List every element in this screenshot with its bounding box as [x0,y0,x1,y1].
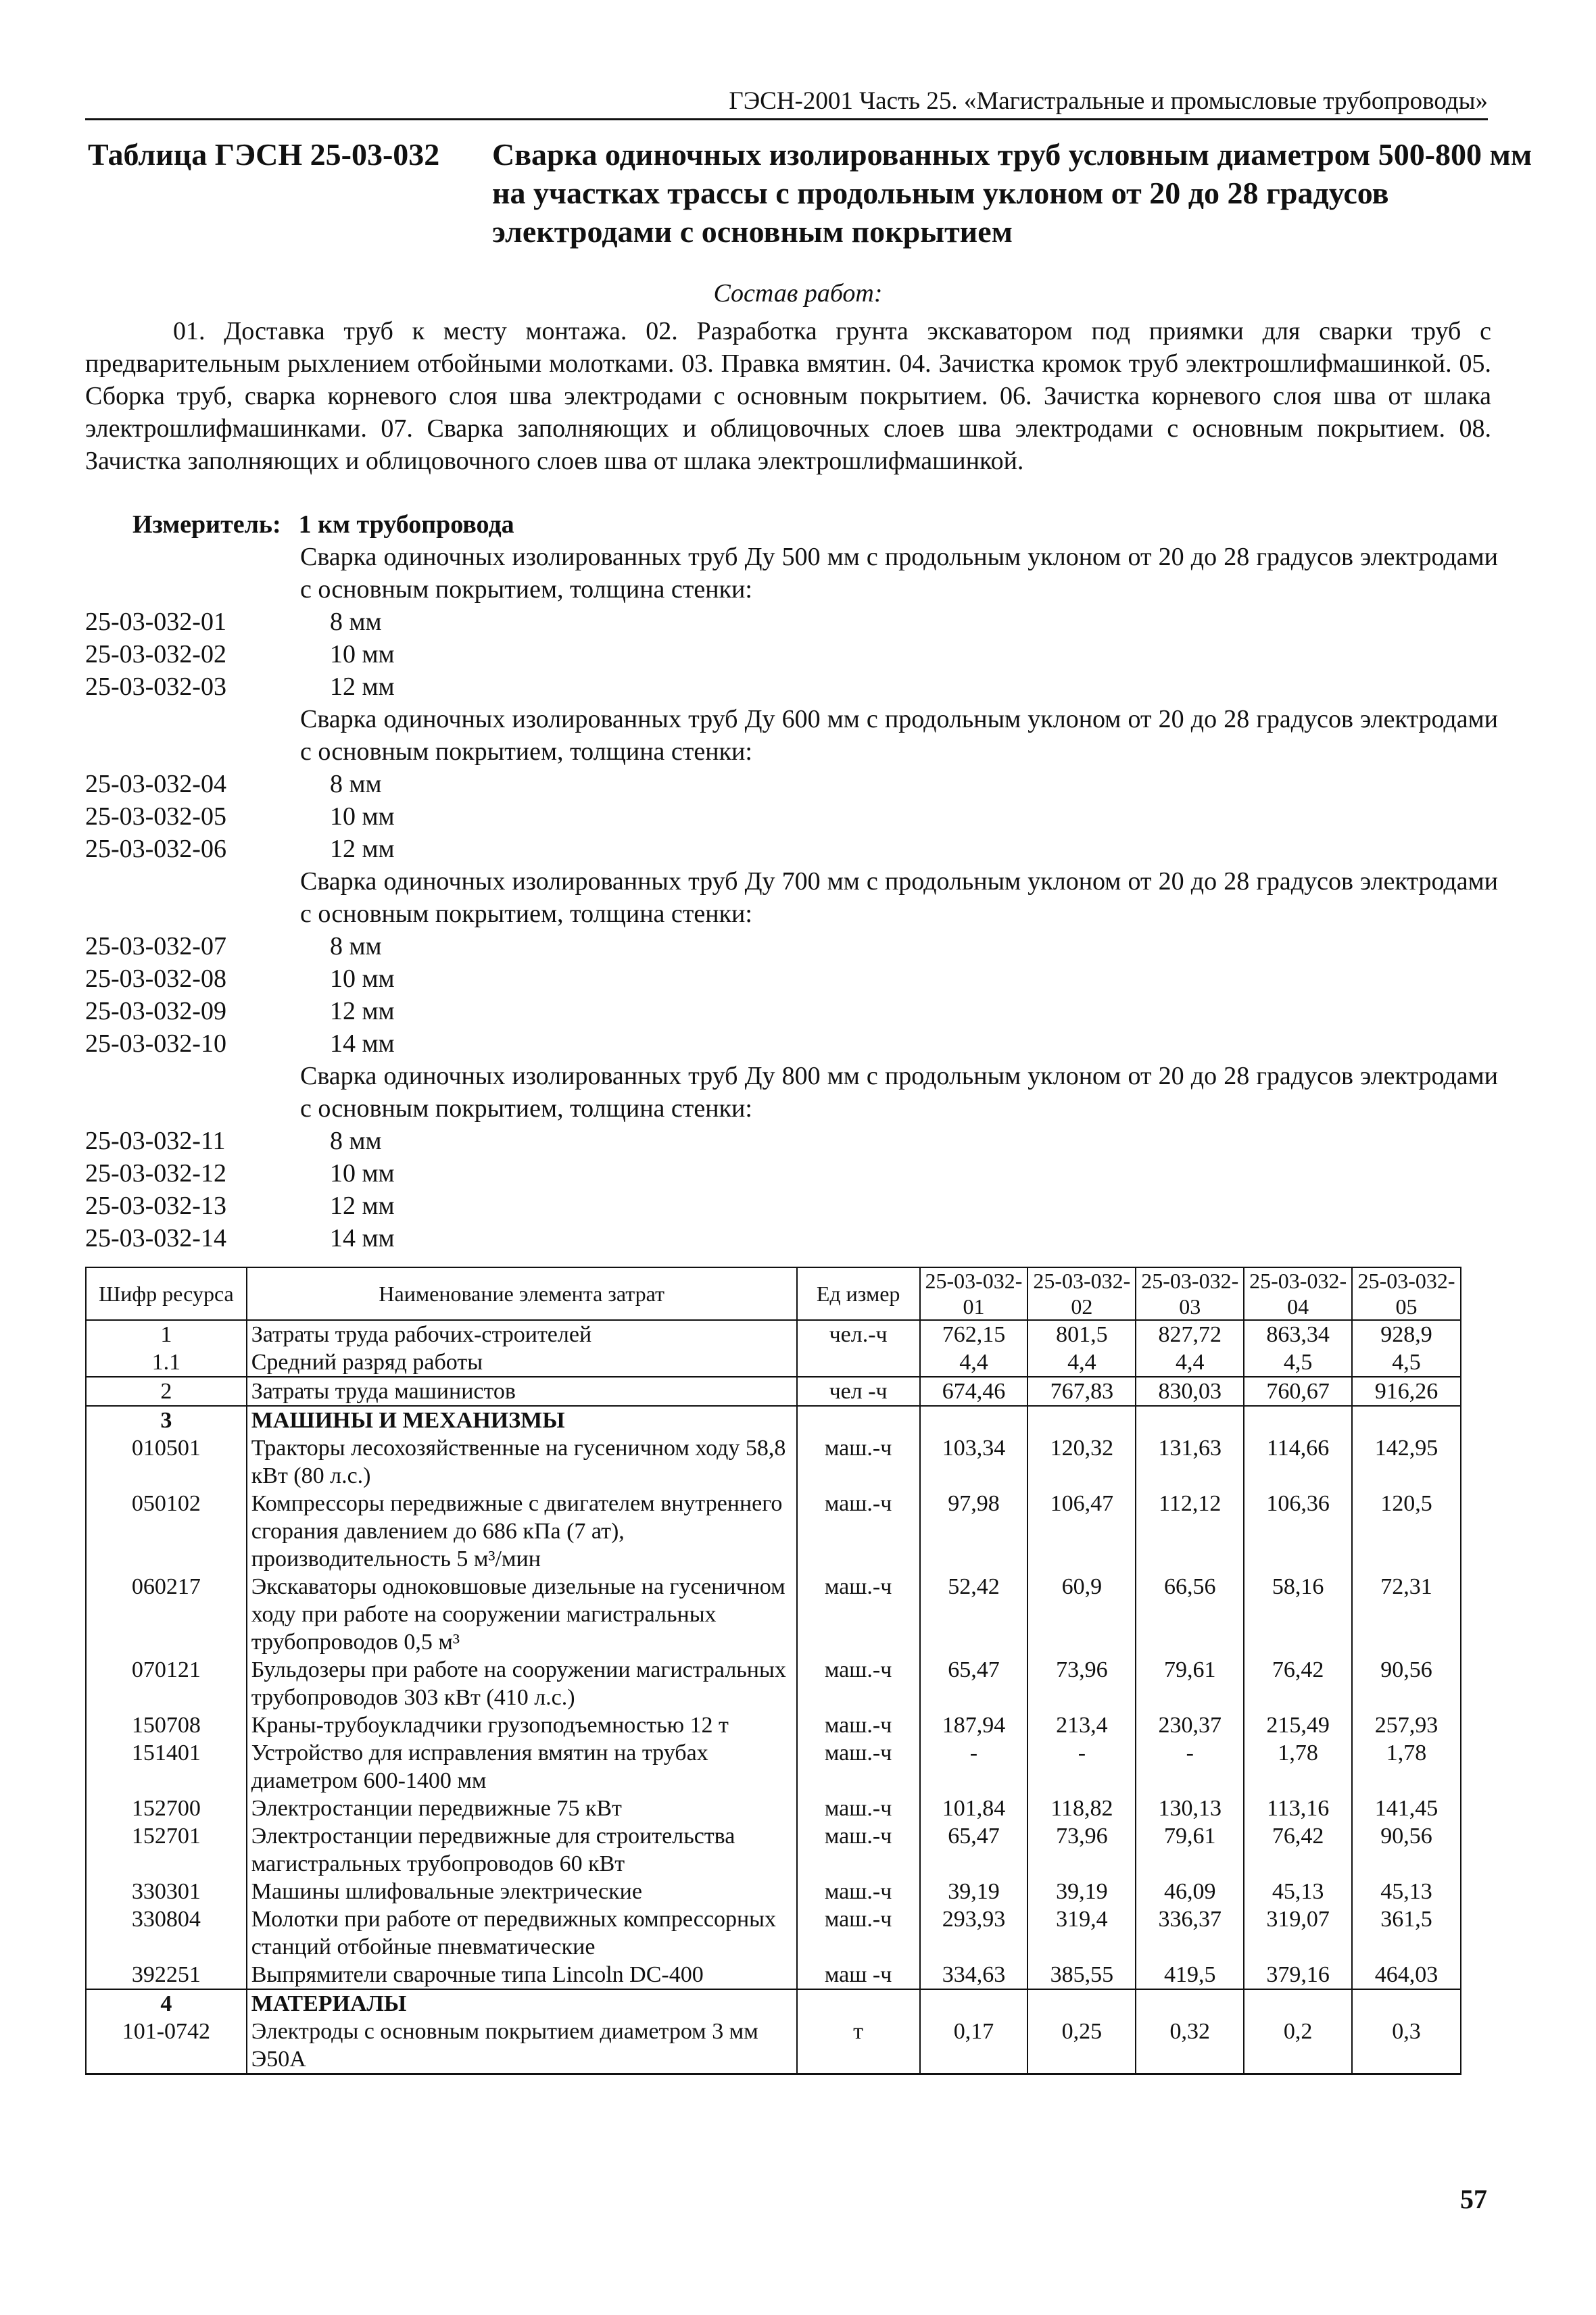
resource-value: 65,47 [920,1656,1028,1711]
wall-thickness: 12 мм [330,673,395,701]
resource-value: 230,37 [1136,1711,1244,1739]
table-row [86,1878,1461,1905]
resource-unit: маш.-ч [797,1739,920,1795]
norm-code: 25-03-032-01 [85,608,226,636]
resource-value: 187,94 [920,1711,1028,1739]
header-col-1: 25-03-032-01 [920,1267,1028,1320]
resource-value [1352,1406,1461,1434]
resource-value: 90,56 [1352,1822,1461,1878]
resource-value: 39,19 [1027,1878,1136,1905]
resource-unit: маш.-ч [797,1434,920,1490]
norm-row [85,606,1498,638]
table-row [86,1434,1461,1490]
norm-code: 25-03-032-11 [85,1127,226,1155]
wall-thickness: 8 мм [330,932,382,960]
resource-value: 130,13 [1136,1795,1244,1822]
resource-name: Выпрямители сварочные типа Lincoln DC-400 [247,1961,797,1989]
resource-value: 928,9 [1352,1320,1461,1348]
works-heading: Состав работ: [713,279,883,308]
resource-value: 45,13 [1352,1878,1461,1905]
resource-value: 1,78 [1352,1739,1461,1795]
resource-value: 4,4 [1136,1348,1244,1377]
resource-code: 151401 [86,1739,247,1795]
table-row [86,1739,1461,1795]
resource-value: 46,09 [1136,1878,1244,1905]
resource-value: 118,82 [1027,1795,1136,1822]
table-row [86,1961,1461,1989]
table-row [86,1348,1461,1377]
resource-name: Бульдозеры при работе на сооружении магистральных трубопроводов 303 кВт (410 л.с.) [247,1656,797,1711]
resource-value: 79,61 [1136,1656,1244,1711]
resource-table [85,1267,1461,2075]
resource-value: 39,19 [920,1878,1028,1905]
resource-value: 257,93 [1352,1711,1461,1739]
resource-code: 152700 [86,1795,247,1822]
page-number: 57 [1460,2184,1487,2214]
norm-row [85,671,1498,703]
table-body [86,1320,1461,2074]
norm-row [85,995,1498,1027]
resource-value: - [1027,1739,1136,1795]
table-row [86,1490,1461,1573]
resource-value: 66,56 [1136,1573,1244,1656]
resource-value [1027,1406,1136,1434]
header-col-2: 25-03-032-02 [1027,1267,1136,1320]
resource-name: Электроды с основным покрытием диаметром 3 мм Э50А [247,2018,797,2074]
resource-name: Тракторы лесохозяйственные на гусеничном ходу 58,8 кВт (80 л.с.) [247,1434,797,1490]
resource-value: 141,45 [1352,1795,1461,1822]
wall-thickness: 8 мм [330,1127,382,1155]
norm-code: 25-03-032-05 [85,802,226,831]
running-header: ГЭСН-2001 Часть 25. «Магистральные и промысловые трубопроводы» [85,87,1488,120]
resource-code: 4 [86,1989,247,2018]
norm-row [85,800,1498,833]
measure-line [132,510,514,539]
resource-value: 65,47 [920,1822,1028,1878]
resource-code: 152701 [86,1822,247,1878]
resource-name: Затраты труда рабочих-строителей [247,1320,797,1348]
resource-value: 464,03 [1352,1961,1461,1989]
wall-thickness: 12 мм [330,1192,395,1220]
resource-value: 319,07 [1244,1905,1352,1961]
resource-value: 106,36 [1244,1490,1352,1573]
resource-value [1136,1989,1244,2018]
resource-value: 4,5 [1352,1348,1461,1377]
table-section-row [86,1406,1461,1434]
wall-thickness: 10 мм [330,1159,395,1188]
resource-value: 760,67 [1244,1377,1352,1406]
resource-value: 72,31 [1352,1573,1461,1656]
resource-value: 103,34 [920,1434,1028,1490]
resource-value: 215,49 [1244,1711,1352,1739]
resource-value [920,1406,1028,1434]
resource-value: 4,5 [1244,1348,1352,1377]
resource-value: 113,16 [1244,1795,1352,1822]
resource-unit: маш.-ч [797,1711,920,1739]
resource-value: 0,2 [1244,2018,1352,2074]
table-row [86,1822,1461,1878]
table-row [86,1795,1461,1822]
measure-label: Измеритель: [132,510,281,539]
resource-code: 1 [86,1320,247,1348]
measure-value: 1 км трубопровода [298,510,514,539]
norm-row [85,638,1498,671]
resource-value: 73,96 [1027,1656,1136,1711]
resource-code: 3 [86,1406,247,1434]
resource-unit: маш -ч [797,1961,920,1989]
resource-value: 76,42 [1244,1822,1352,1878]
table-row [86,1377,1461,1406]
table-row [86,1573,1461,1656]
resource-unit: чел -ч [797,1377,920,1406]
resource-value: 379,16 [1244,1961,1352,1989]
wall-thickness: 12 мм [330,997,395,1025]
resource-value: 361,5 [1352,1905,1461,1961]
works-text: 01. Доставка труб к месту монтажа. 02. Разработка грунта экскаватором под приямки для сварки труб с предварительным рыхлением отбойными молотками. 03. Правка вмятин. 04. Зачистка кромок труб электрошлифмашинкой. 05. Сборка труб, сварка корневого слоя шва электродами с основным покрытием. 06. Зачистка корневого слоя шва от шлака электрошлифмашинками. 07. Сварка заполняющих и облицовочных слоев шва электродами с основным покрытием. 08. Зачистка заполняющих и облицовочного слоев шва от шлака электрошлифмашинкой. [85,317,1491,475]
resource-code: 2 [86,1377,247,1406]
resource-name: Средний разряд работы [247,1348,797,1377]
header-col-4: 25-03-032-04 [1244,1267,1352,1320]
wall-thickness: 14 мм [330,1029,395,1058]
resource-value: 97,98 [920,1490,1028,1573]
norm-row [85,833,1498,865]
resource-value: 4,4 [1027,1348,1136,1377]
wall-thickness: 12 мм [330,835,395,863]
resource-code: 070121 [86,1656,247,1711]
resource-code: 060217 [86,1573,247,1656]
wall-thickness: 10 мм [330,802,395,831]
resource-value: 79,61 [1136,1822,1244,1878]
resource-value: 0,25 [1027,2018,1136,2074]
group-description: Сварка одиночных изолированных труб Ду 500 мм с продольным уклоном от 20 до 28 градусов электродами с основным покрытием, толщина стенки: [300,543,1498,604]
resource-unit [797,1989,920,2018]
table-row [86,1320,1461,1348]
resource-name: Электростанции передвижные 75 кВт [247,1795,797,1822]
resource-value: 827,72 [1136,1320,1244,1348]
resource-value: 131,63 [1136,1434,1244,1490]
resource-value [1352,1989,1461,2018]
resource-value: 45,13 [1244,1878,1352,1905]
norm-code: 25-03-032-10 [85,1029,226,1058]
table-row [86,1656,1461,1711]
resource-code: 330804 [86,1905,247,1961]
norm-code: 25-03-032-02 [85,640,226,668]
resource-name: Краны-трубоукладчики грузоподъемностью 12 т [247,1711,797,1739]
norm-code: 25-03-032-14 [85,1224,226,1252]
header-col-5: 25-03-032-05 [1352,1267,1461,1320]
resource-unit [797,1348,920,1377]
resource-value: 319,4 [1027,1905,1136,1961]
resource-value [1244,1406,1352,1434]
resource-value: 120,32 [1027,1434,1136,1490]
resource-value: 385,55 [1027,1961,1136,1989]
resource-code: 330301 [86,1878,247,1905]
resource-value: 73,96 [1027,1822,1136,1878]
table-row [86,2018,1461,2074]
norm-row [85,1157,1498,1190]
table-header-row [86,1267,1461,1320]
resource-code: 392251 [86,1961,247,1989]
resource-name: Экскаваторы одноковшовые дизельные на гусеничном ходу при работе на сооружении магистральных трубопроводов 0,5 м³ [247,1573,797,1656]
norm-row [85,1222,1498,1254]
resource-value: 801,5 [1027,1320,1136,1348]
header-code: Шифр ресурса [86,1267,247,1320]
resource-unit: маш.-ч [797,1573,920,1656]
resource-value [1244,1989,1352,2018]
header-unit: Ед измер [797,1267,920,1320]
resource-unit: маш.-ч [797,1878,920,1905]
norm-code: 25-03-032-07 [85,932,226,960]
norm-row [85,768,1498,800]
norm-groups [85,541,1498,1254]
resource-unit: маш.-ч [797,1795,920,1822]
norm-code: 25-03-032-09 [85,997,226,1025]
norm-row [85,930,1498,962]
table-title-text: Сварка одиночных изолированных труб условным диаметром 500-800 мм на участках трассы с продольным уклоном от 20 до 28 градусов электродами с основным покрытием [492,137,1532,249]
resource-value: 213,4 [1027,1711,1136,1739]
group-description: Сварка одиночных изолированных труб Ду 800 мм с продольным уклоном от 20 до 28 градусов электродами с основным покрытием, толщина стенки: [300,1062,1498,1123]
group-description: Сварка одиночных изолированных труб Ду 700 мм с продольным уклоном от 20 до 28 градусов электродами с основным покрытием, толщина стенки: [300,867,1498,928]
resource-value: 120,5 [1352,1490,1461,1573]
resource-name: Электростанции передвижные для строительства магистральных трубопроводов 60 кВт [247,1822,797,1878]
resource-value [1027,1989,1136,2018]
resource-name: Устройство для исправления вмятин на трубах диаметром 600-1400 мм [247,1739,797,1795]
resource-value [1136,1406,1244,1434]
resource-value: 674,46 [920,1377,1028,1406]
norm-row [85,1027,1498,1060]
resource-code: 101-0742 [86,2018,247,2074]
header-name: Наименование элемента затрат [247,1267,797,1320]
resource-name: МАТЕРИАЛЫ [247,1989,797,2018]
resource-value: - [920,1739,1028,1795]
norm-code: 25-03-032-12 [85,1159,226,1188]
resource-unit: маш.-ч [797,1905,920,1961]
table-section-row [86,1989,1461,2018]
resource-value: - [1136,1739,1244,1795]
resource-code: 150708 [86,1711,247,1739]
resource-value: 419,5 [1136,1961,1244,1989]
resource-unit: маш.-ч [797,1822,920,1878]
norm-row [85,1190,1498,1222]
wall-thickness: 8 мм [330,770,382,798]
group-description: Сварка одиночных изолированных труб Ду 600 мм с продольным уклоном от 20 до 28 градусов электродами с основным покрытием, толщина стенки: [300,705,1498,766]
norm-code: 25-03-032-04 [85,770,226,798]
header-col-3: 25-03-032-03 [1136,1267,1244,1320]
resource-value: 4,4 [920,1348,1028,1377]
resource-unit: маш.-ч [797,1490,920,1573]
resource-value: 52,42 [920,1573,1028,1656]
resource-value: 1,78 [1244,1739,1352,1795]
resource-value: 916,26 [1352,1377,1461,1406]
resource-value: 90,56 [1352,1656,1461,1711]
resource-value: 334,63 [920,1961,1028,1989]
resource-value: 767,83 [1027,1377,1136,1406]
resource-value: 0,3 [1352,2018,1461,2074]
resource-value: 830,03 [1136,1377,1244,1406]
norm-row [85,962,1498,995]
resource-unit: маш.-ч [797,1656,920,1711]
resource-name: Молотки при работе от передвижных компрессорных станций отбойные пневматические [247,1905,797,1961]
norm-code: 25-03-032-08 [85,965,226,993]
resource-value: 0,32 [1136,2018,1244,2074]
resource-name: Затраты труда машинистов [247,1377,797,1406]
table-row [86,1905,1461,1961]
resource-value: 142,95 [1352,1434,1461,1490]
table-row [86,1711,1461,1739]
wall-thickness: 14 мм [330,1224,395,1252]
resource-name: МАШИНЫ И МЕХАНИЗМЫ [247,1406,797,1434]
norm-row [85,1125,1498,1157]
resource-value: 106,47 [1027,1490,1136,1573]
wall-thickness: 10 мм [330,640,395,668]
resource-value: 293,93 [920,1905,1028,1961]
resource-value: 762,15 [920,1320,1028,1348]
wall-thickness: 8 мм [330,608,382,636]
resource-unit [797,1406,920,1434]
resource-value: 336,37 [1136,1905,1244,1961]
norm-code: 25-03-032-13 [85,1192,226,1220]
resource-unit: чел.-ч [797,1320,920,1348]
resource-value: 58,16 [1244,1573,1352,1656]
norm-code: 25-03-032-06 [85,835,226,863]
resource-value: 101,84 [920,1795,1028,1822]
table-title-number: Таблица ГЭСН 25-03-032 [88,137,440,172]
norm-code: 25-03-032-03 [85,673,226,701]
resource-value: 114,66 [1244,1434,1352,1490]
resource-code: 010501 [86,1434,247,1490]
resource-value: 76,42 [1244,1656,1352,1711]
resource-name: Машины шлифовальные электрические [247,1878,797,1905]
resource-name: Компрессоры передвижные с двигателем внутреннего сгорания давлением до 686 кПа (7 ат), производительность 5 м³/мин [247,1490,797,1573]
resource-value [920,1989,1028,2018]
resource-value: 112,12 [1136,1490,1244,1573]
resource-code: 050102 [86,1490,247,1573]
resource-value: 863,34 [1244,1320,1352,1348]
wall-thickness: 10 мм [330,965,395,993]
resource-value: 60,9 [1027,1573,1136,1656]
resource-code: 1.1 [86,1348,247,1377]
resource-unit: т [797,2018,920,2074]
resource-value: 0,17 [920,2018,1028,2074]
